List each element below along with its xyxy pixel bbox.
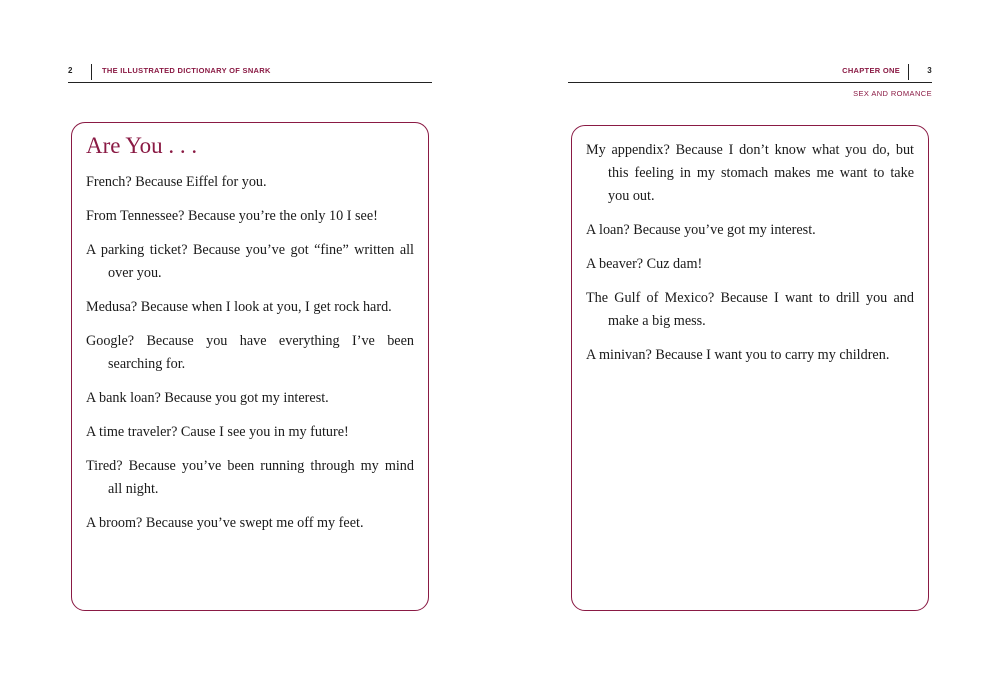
list-item: A beaver? Cuz dam!: [586, 256, 703, 272]
list-item: The Gulf of Mexico? Because I want to drill you and make a big mess.: [586, 290, 914, 329]
right-running-header: [568, 64, 932, 83]
chapter-title: CHAPTER ONE: [842, 66, 900, 75]
book-title: THE ILLUSTRATED DICTIONARY OF SNARK: [102, 66, 271, 75]
header-divider: [908, 64, 909, 80]
right-page-number: 3: [927, 66, 932, 75]
list-item: A time traveler? Cause I see you in my future!: [86, 424, 349, 440]
list-item: A broom? Because you’ve swept me off my feet.: [86, 515, 364, 531]
list-item: French? Because Eiffel for you.: [86, 174, 267, 190]
list-item: From Tennessee? Because you’re the only 10 I see!: [86, 208, 378, 224]
list-item: Tired? Because you’ve been running through my mind all night.: [86, 458, 414, 497]
left-text-box: [71, 122, 429, 611]
box-heading: Are You . . .: [86, 133, 198, 158]
section-title: SEX AND ROMANCE: [853, 89, 932, 98]
list-item: A minivan? Because I want you to carry my children.: [586, 347, 890, 363]
list-item: A loan? Because you’ve got my interest.: [586, 222, 816, 238]
left-running-header: [68, 64, 432, 83]
list-item: My appendix? Because I don’t know what you do, but this feeling in my stomach makes me want to take you out.: [586, 142, 914, 204]
right-text-box: [571, 125, 929, 611]
left-page-number: 2: [68, 66, 73, 75]
list-item: Google? Because you have everything I’ve been searching for.: [86, 333, 414, 372]
header-divider: [91, 64, 92, 80]
list-item: A parking ticket? Because you’ve got “fine” written all over you.: [86, 242, 414, 281]
list-item: A bank loan? Because you got my interest.: [86, 390, 329, 406]
list-item: Medusa? Because when I look at you, I get rock hard.: [86, 299, 392, 315]
